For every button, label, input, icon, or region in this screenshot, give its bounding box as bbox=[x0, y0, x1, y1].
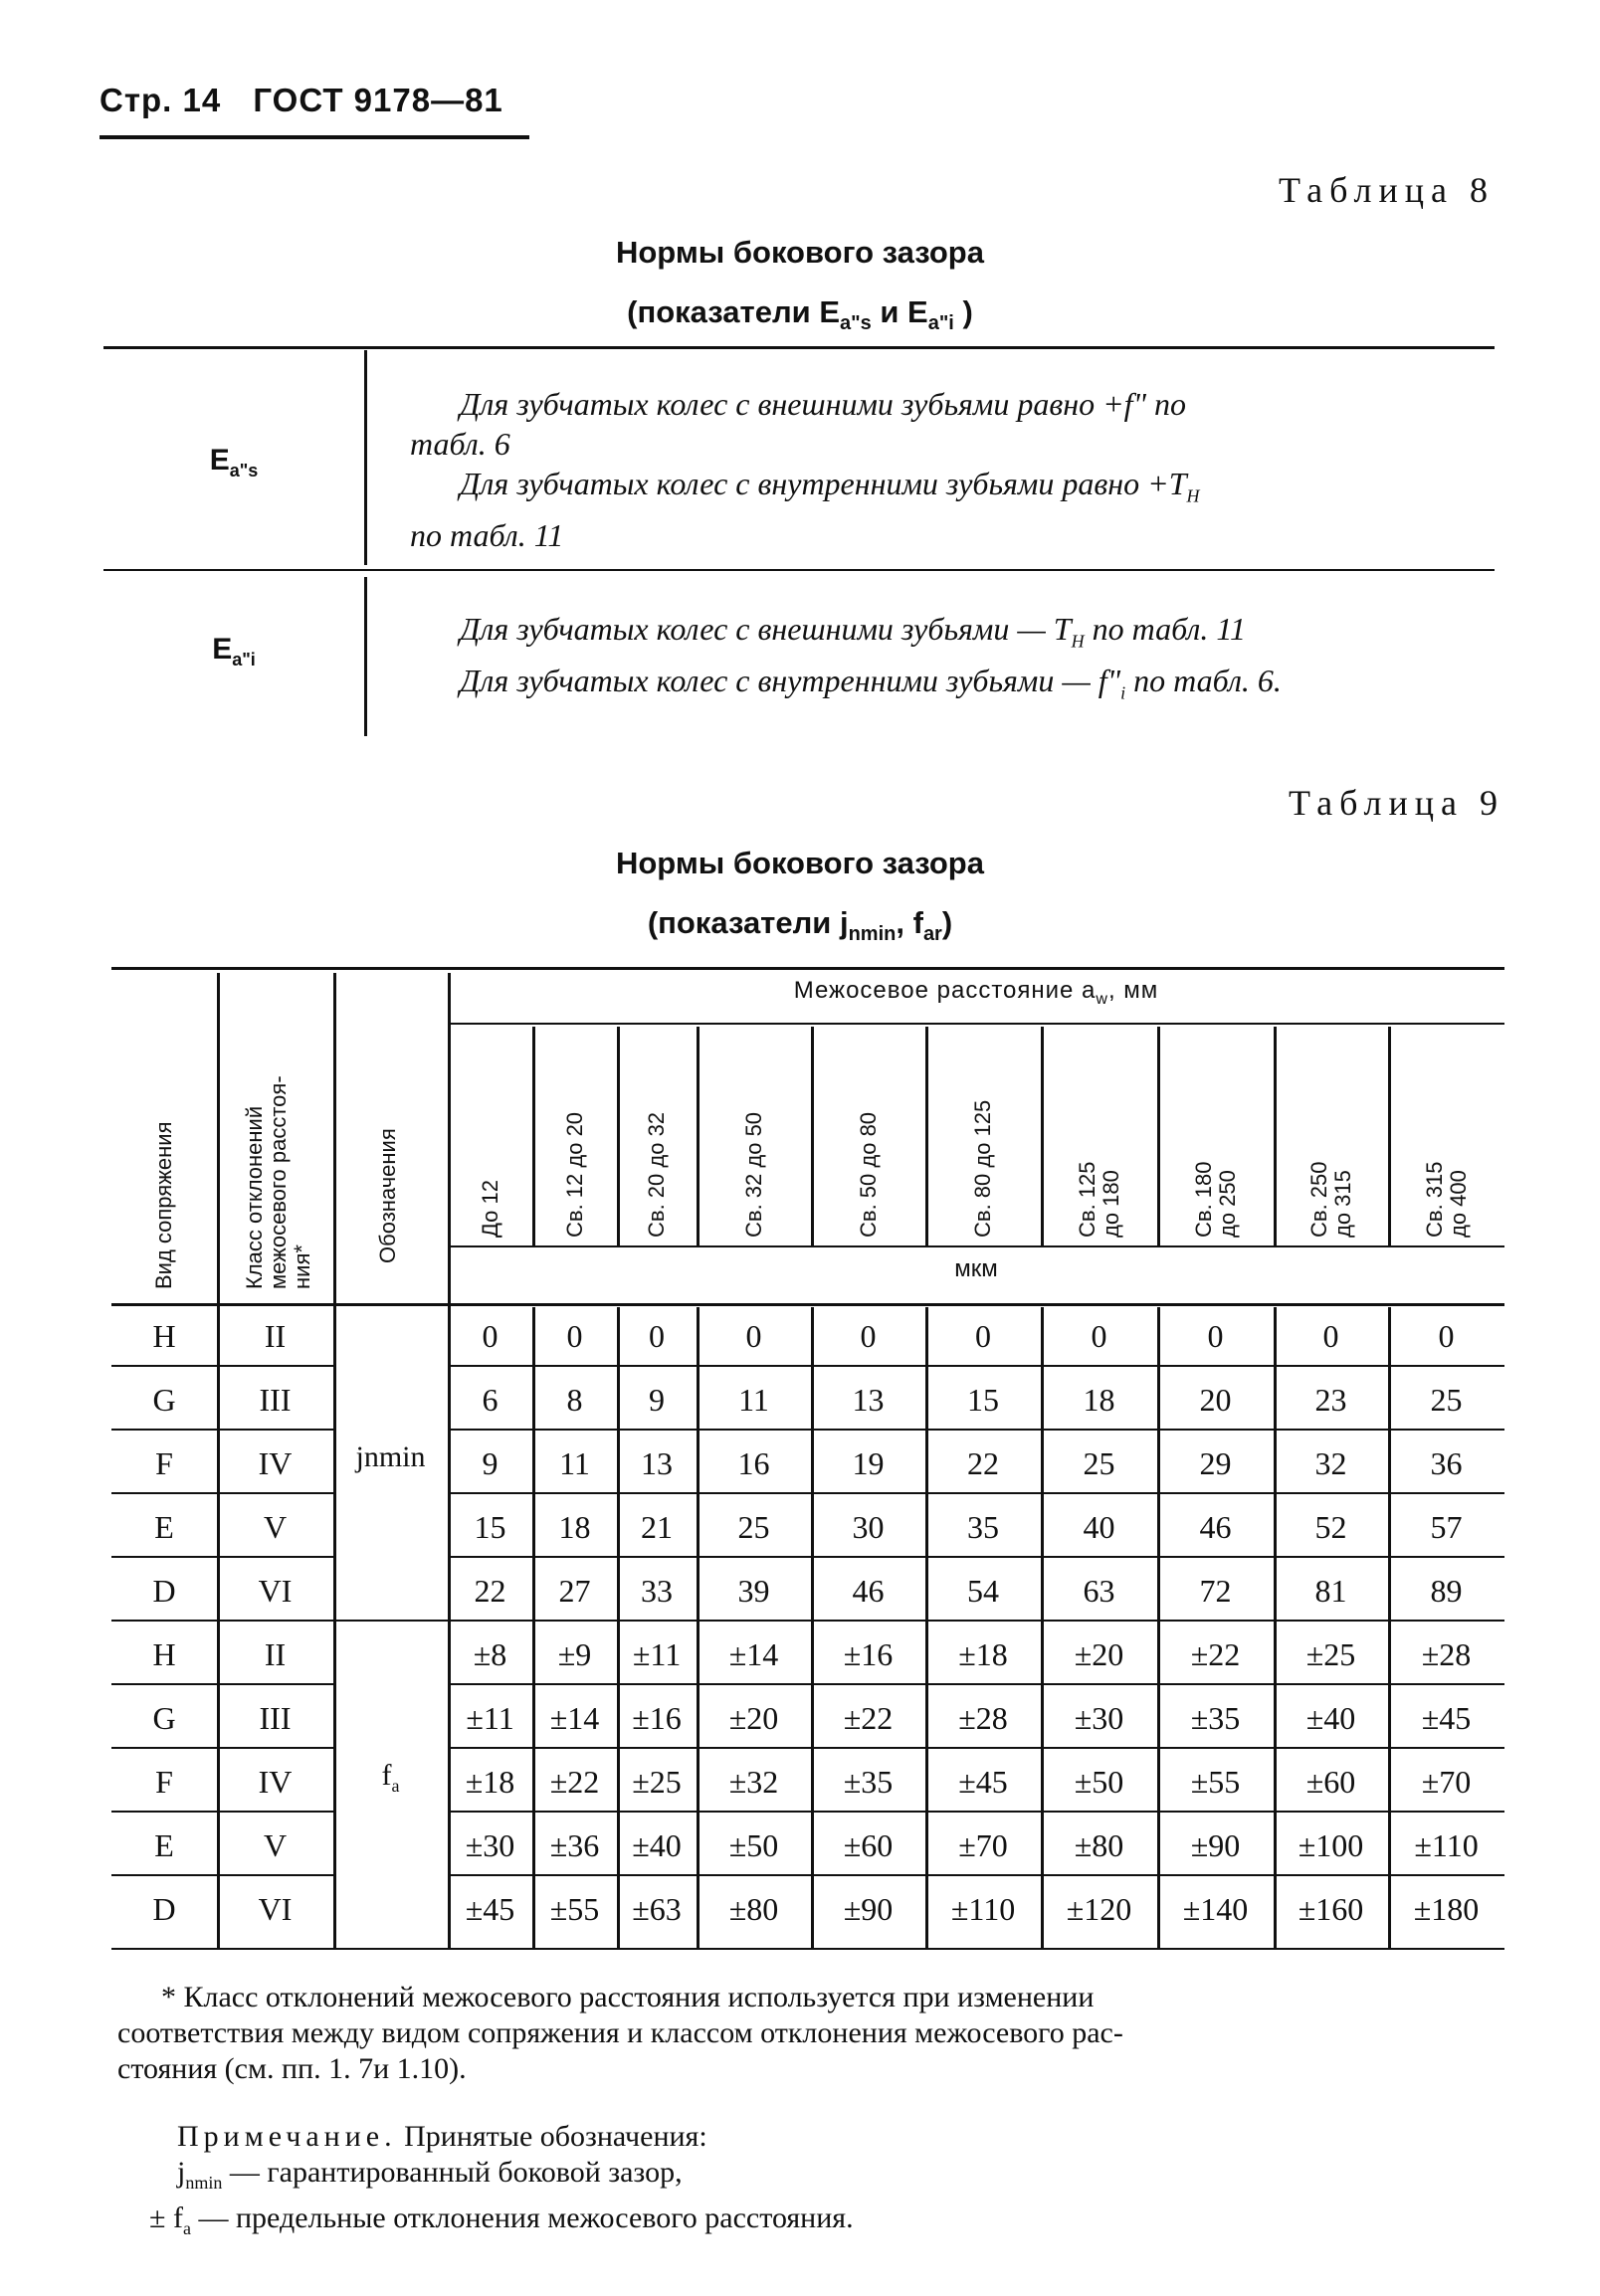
table9-value: ±40 bbox=[1305, 1700, 1356, 1736]
table9-value: ±110 bbox=[1414, 1827, 1479, 1863]
table9-row-rule bbox=[448, 1556, 1504, 1558]
table9-value: 0 bbox=[649, 1318, 665, 1354]
table9-klass: II bbox=[264, 1636, 287, 1672]
table8-row1-text: Для зубчатых колес с внешними зубьями равно +f" по табл. 6 Для зубчатых колес с внутренними зубьями равно $+T_H$ по табл. 11 bbox=[410, 386, 1200, 554]
table9-header-range-3: Св. 20 до 32 bbox=[644, 1111, 669, 1238]
table9-row-rule bbox=[111, 1492, 333, 1494]
table9-value: 18 bbox=[1083, 1382, 1115, 1418]
table9-value: 18 bbox=[558, 1509, 591, 1545]
table9-value: ±18 bbox=[958, 1636, 1008, 1672]
table9-symbol-1: jnmin bbox=[355, 1440, 426, 1473]
table9-value: ±25 bbox=[632, 1764, 682, 1800]
table9-range-rule bbox=[532, 1027, 535, 1245]
table9-value: 25 bbox=[737, 1509, 770, 1545]
table9-range-rule bbox=[1041, 1027, 1044, 1245]
table9-value: 30 bbox=[852, 1509, 885, 1545]
table8-caption: Таблица 8 bbox=[1279, 170, 1495, 210]
table9-value: 21 bbox=[641, 1509, 673, 1545]
table9-value: ±45 bbox=[465, 1891, 515, 1927]
table9-value: ±160 bbox=[1298, 1891, 1364, 1927]
table9-value: ±32 bbox=[728, 1764, 779, 1800]
table9-value: 40 bbox=[1083, 1509, 1115, 1545]
table9-value: ±50 bbox=[728, 1827, 779, 1863]
table9-value: ±70 bbox=[958, 1827, 1008, 1863]
table9-value: ±40 bbox=[632, 1827, 682, 1863]
footnote: * Класс отклонений межосевого расстояния используется при изменении соответствия между видом сопряжения и классом отклонения межосевого рас- стояния (см. пп. 1. 7и 1.10). bbox=[117, 1981, 1123, 2085]
table9-value: ±90 bbox=[843, 1891, 894, 1927]
table9-value: 32 bbox=[1314, 1445, 1347, 1481]
table9-klass: III bbox=[259, 1382, 292, 1418]
table9-row-rule bbox=[448, 1747, 1504, 1749]
table9-header-range-6: Св. 80 до 125 bbox=[970, 1099, 995, 1238]
table9-row-rule bbox=[448, 1492, 1504, 1494]
table9-value: ±55 bbox=[1190, 1764, 1241, 1800]
table9-row-rule bbox=[111, 1620, 333, 1622]
table9-value: 13 bbox=[852, 1382, 885, 1418]
table9-row-rule bbox=[111, 1556, 333, 1558]
table9-value: 0 bbox=[975, 1318, 991, 1354]
table8-subtitle: (показатели $E_{a"s}$ и $E_{a"i}$ ) bbox=[627, 294, 973, 335]
table9-vid: H bbox=[152, 1636, 176, 1672]
table9-value: 33 bbox=[641, 1573, 673, 1609]
table9-value: 6 bbox=[482, 1382, 499, 1418]
table9-value: ±45 bbox=[958, 1764, 1008, 1800]
table9-value: 39 bbox=[737, 1573, 770, 1609]
table9-header-oboz: Обозначения bbox=[375, 1128, 400, 1263]
table9-range-rule bbox=[925, 1027, 928, 1245]
table9-value: 25 bbox=[1430, 1382, 1463, 1418]
table9-value: ±70 bbox=[1421, 1764, 1472, 1800]
table9-unit-label: мкм bbox=[954, 1255, 998, 1282]
table9-vid: D bbox=[152, 1573, 176, 1609]
table9-vid: G bbox=[152, 1700, 176, 1736]
table9-value: 25 bbox=[1083, 1445, 1115, 1481]
table9-group-header: Межосевое расстояние $a_w$, мм bbox=[793, 977, 1159, 1008]
table9-row-rule bbox=[448, 1429, 1504, 1431]
table9-value: ±63 bbox=[632, 1891, 682, 1927]
table9-value: 0 bbox=[566, 1318, 583, 1354]
table9-klass: II bbox=[264, 1318, 287, 1354]
table9-value: 29 bbox=[1199, 1445, 1232, 1481]
table9-value: 11 bbox=[559, 1445, 590, 1481]
table9-row-rule bbox=[111, 1365, 333, 1367]
table9-header-range-1: До 12 bbox=[477, 1180, 502, 1238]
table9-value: 22 bbox=[967, 1445, 999, 1481]
table9-header-range-8: Св. 180 до 250 bbox=[1190, 1161, 1240, 1238]
table9-vid: E bbox=[154, 1827, 174, 1863]
table9-row-rule bbox=[448, 1620, 1504, 1622]
table9-value: ±16 bbox=[632, 1700, 682, 1736]
table8-row2-text: Для зубчатых колес с внешними зубьями — $T_H$ по табл. 11 Для зубчатых колес с внутренними зубьями — $f"_i$ по табл. 6. bbox=[460, 611, 1282, 703]
table9-klass: V bbox=[263, 1509, 288, 1545]
table9-group-divider bbox=[333, 1620, 448, 1622]
table9-value: ±11 bbox=[632, 1636, 682, 1672]
table9-value: ±180 bbox=[1413, 1891, 1480, 1927]
table8-row1-code: $E_{a"s}$ bbox=[209, 444, 259, 480]
table9-value: 52 bbox=[1314, 1509, 1347, 1545]
table9-value: 54 bbox=[967, 1573, 999, 1609]
table9-row-rule bbox=[111, 1874, 333, 1876]
table9-row-rule bbox=[448, 1874, 1504, 1876]
table9-value: 0 bbox=[1091, 1318, 1107, 1354]
table9-row-rule bbox=[111, 1429, 333, 1431]
table9-row-rule bbox=[448, 1365, 1504, 1367]
table9-value: 0 bbox=[745, 1318, 762, 1354]
table9-header-klass: Класс отклонений межосевого расстоя- ния* bbox=[242, 1075, 314, 1289]
table9-value: ±35 bbox=[843, 1764, 894, 1800]
table9-value: ±14 bbox=[549, 1700, 600, 1736]
table9-value: 16 bbox=[737, 1445, 770, 1481]
table9-value: ±80 bbox=[1074, 1827, 1124, 1863]
table9-value: ±28 bbox=[958, 1700, 1008, 1736]
table9-header-range-10: Св. 315 до 400 bbox=[1421, 1161, 1471, 1238]
table9-klass: VI bbox=[258, 1573, 293, 1609]
table9-row-rule bbox=[111, 1683, 333, 1685]
table9-caption: Таблица 9 bbox=[1289, 783, 1504, 823]
table9-value: 89 bbox=[1430, 1573, 1463, 1609]
table9-header-range-4: Св. 32 до 50 bbox=[740, 1111, 766, 1238]
table9-value: ±55 bbox=[549, 1891, 600, 1927]
table9-header-vid: Вид сопряжения bbox=[151, 1121, 176, 1289]
table9-value: ±60 bbox=[1305, 1764, 1356, 1800]
table9-value: ±50 bbox=[1074, 1764, 1124, 1800]
table9-value: ±110 bbox=[950, 1891, 1016, 1927]
table9-value: 46 bbox=[852, 1573, 885, 1609]
table9-value: 0 bbox=[1438, 1318, 1455, 1354]
table9-value: 20 bbox=[1199, 1382, 1232, 1418]
table9-row-rule bbox=[448, 1811, 1504, 1813]
table9-value: ±18 bbox=[465, 1764, 515, 1800]
table9-value: 46 bbox=[1199, 1509, 1232, 1545]
table9-value: ±8 bbox=[473, 1636, 507, 1672]
table9-value: ±60 bbox=[843, 1827, 894, 1863]
table9-range-rule bbox=[697, 1027, 700, 1245]
table9-subtitle: (показатели $j_{nmin}$, $f_{ar}$) bbox=[647, 905, 953, 946]
table9-vid: E bbox=[154, 1509, 174, 1545]
table9-symbol-2: $f_a$ bbox=[381, 1759, 400, 1796]
table9-value: 36 bbox=[1430, 1445, 1463, 1481]
table9-value: 23 bbox=[1314, 1382, 1347, 1418]
table9-value: ±22 bbox=[843, 1700, 894, 1736]
table9-row-rule bbox=[111, 1811, 333, 1813]
table9-value: ±100 bbox=[1298, 1827, 1364, 1863]
table9-value: 0 bbox=[482, 1318, 499, 1354]
table9-vid: H bbox=[152, 1318, 176, 1354]
table9-range-rule bbox=[1274, 1027, 1277, 1245]
table9-klass: IV bbox=[258, 1764, 293, 1800]
table9-value: 15 bbox=[967, 1382, 999, 1418]
table9-klass: VI bbox=[258, 1891, 293, 1927]
table9-value: 22 bbox=[474, 1573, 506, 1609]
table9-value: ±16 bbox=[843, 1636, 894, 1672]
table9-value: ±30 bbox=[465, 1827, 515, 1863]
table8-row2-code: $E_{a"i}$ bbox=[212, 633, 256, 670]
table9-value: ±90 bbox=[1190, 1827, 1241, 1863]
table9-value: 19 bbox=[852, 1445, 885, 1481]
table9-vid: G bbox=[152, 1382, 176, 1418]
table9-row-rule bbox=[111, 1747, 333, 1749]
table9-value: 15 bbox=[474, 1509, 506, 1545]
table9-klass: III bbox=[259, 1700, 292, 1736]
table9-group-rule bbox=[448, 1023, 1504, 1025]
table9-header-range-5: Св. 50 до 80 bbox=[855, 1111, 881, 1238]
table9-header-range-7: Св. 125 до 180 bbox=[1074, 1161, 1123, 1238]
table8-title: Нормы бокового зазора bbox=[615, 235, 984, 270]
table9-value: ±11 bbox=[466, 1700, 514, 1736]
table9-title: Нормы бокового зазора bbox=[615, 846, 984, 880]
table9-value: ±35 bbox=[1190, 1700, 1241, 1736]
table9-vid: D bbox=[152, 1891, 176, 1927]
table9-value: ±140 bbox=[1182, 1891, 1249, 1927]
table9-row-rule bbox=[448, 1683, 1504, 1685]
table9-range-rule bbox=[1157, 1027, 1160, 1245]
table9-value: ±22 bbox=[549, 1764, 600, 1800]
table9-vid: F bbox=[155, 1445, 173, 1481]
table9-value: ±30 bbox=[1074, 1700, 1124, 1736]
table9-bottom-rule bbox=[111, 1948, 1504, 1950]
table9-value: 72 bbox=[1199, 1573, 1232, 1609]
table9-value: 57 bbox=[1430, 1509, 1463, 1545]
table9-value: ±14 bbox=[728, 1636, 779, 1672]
doc-code: ГОСТ 9178—81 bbox=[253, 82, 503, 118]
table9-value: 27 bbox=[558, 1573, 591, 1609]
table9-value: ±22 bbox=[1190, 1636, 1241, 1672]
table9-value: 81 bbox=[1314, 1573, 1347, 1609]
table9-value: ±20 bbox=[728, 1700, 779, 1736]
table9-klass: V bbox=[263, 1827, 288, 1863]
table9-klass: IV bbox=[258, 1445, 293, 1481]
table9-value: 0 bbox=[1322, 1318, 1339, 1354]
table9-value: ±45 bbox=[1421, 1700, 1472, 1736]
table9-vid: F bbox=[155, 1764, 173, 1800]
note: Примечание. Принятые обозначения: $j_{nmin}$ — гарантированный боковой зазор, ± $f_a$ — предельные отклонения межосевого расстояния. bbox=[149, 2120, 854, 2238]
table9-value: 13 bbox=[641, 1445, 673, 1481]
table9-value: ±9 bbox=[557, 1636, 592, 1672]
table9-value: ±120 bbox=[1066, 1891, 1132, 1927]
table9-range-rule bbox=[811, 1027, 814, 1245]
table9-unit-rule bbox=[448, 1245, 1504, 1247]
table9-range-rule bbox=[617, 1027, 620, 1245]
table9-header-range-2: Св. 12 до 20 bbox=[561, 1111, 587, 1238]
table9-value: 0 bbox=[860, 1318, 877, 1354]
page-number: Стр. 14 bbox=[100, 82, 222, 118]
table9-range-rule bbox=[1388, 1027, 1391, 1245]
table9-value: ±20 bbox=[1074, 1636, 1124, 1672]
table9-value: 0 bbox=[1207, 1318, 1224, 1354]
table9-value: 35 bbox=[967, 1509, 999, 1545]
table9-value: ±28 bbox=[1421, 1636, 1472, 1672]
note-label: Примечание. bbox=[177, 2120, 397, 2153]
table9-value: 9 bbox=[482, 1445, 499, 1481]
table9-header-range-9: Св. 250 до 315 bbox=[1305, 1161, 1355, 1238]
table9-value: ±36 bbox=[549, 1827, 600, 1863]
table9-value: 8 bbox=[566, 1382, 583, 1418]
table9-value: 9 bbox=[649, 1382, 665, 1418]
table9-top-rule bbox=[111, 967, 1504, 970]
table9-value: 63 bbox=[1083, 1573, 1115, 1609]
table9-value: ±80 bbox=[728, 1891, 779, 1927]
table9-value: 11 bbox=[738, 1382, 769, 1418]
table9-value: ±25 bbox=[1305, 1636, 1356, 1672]
